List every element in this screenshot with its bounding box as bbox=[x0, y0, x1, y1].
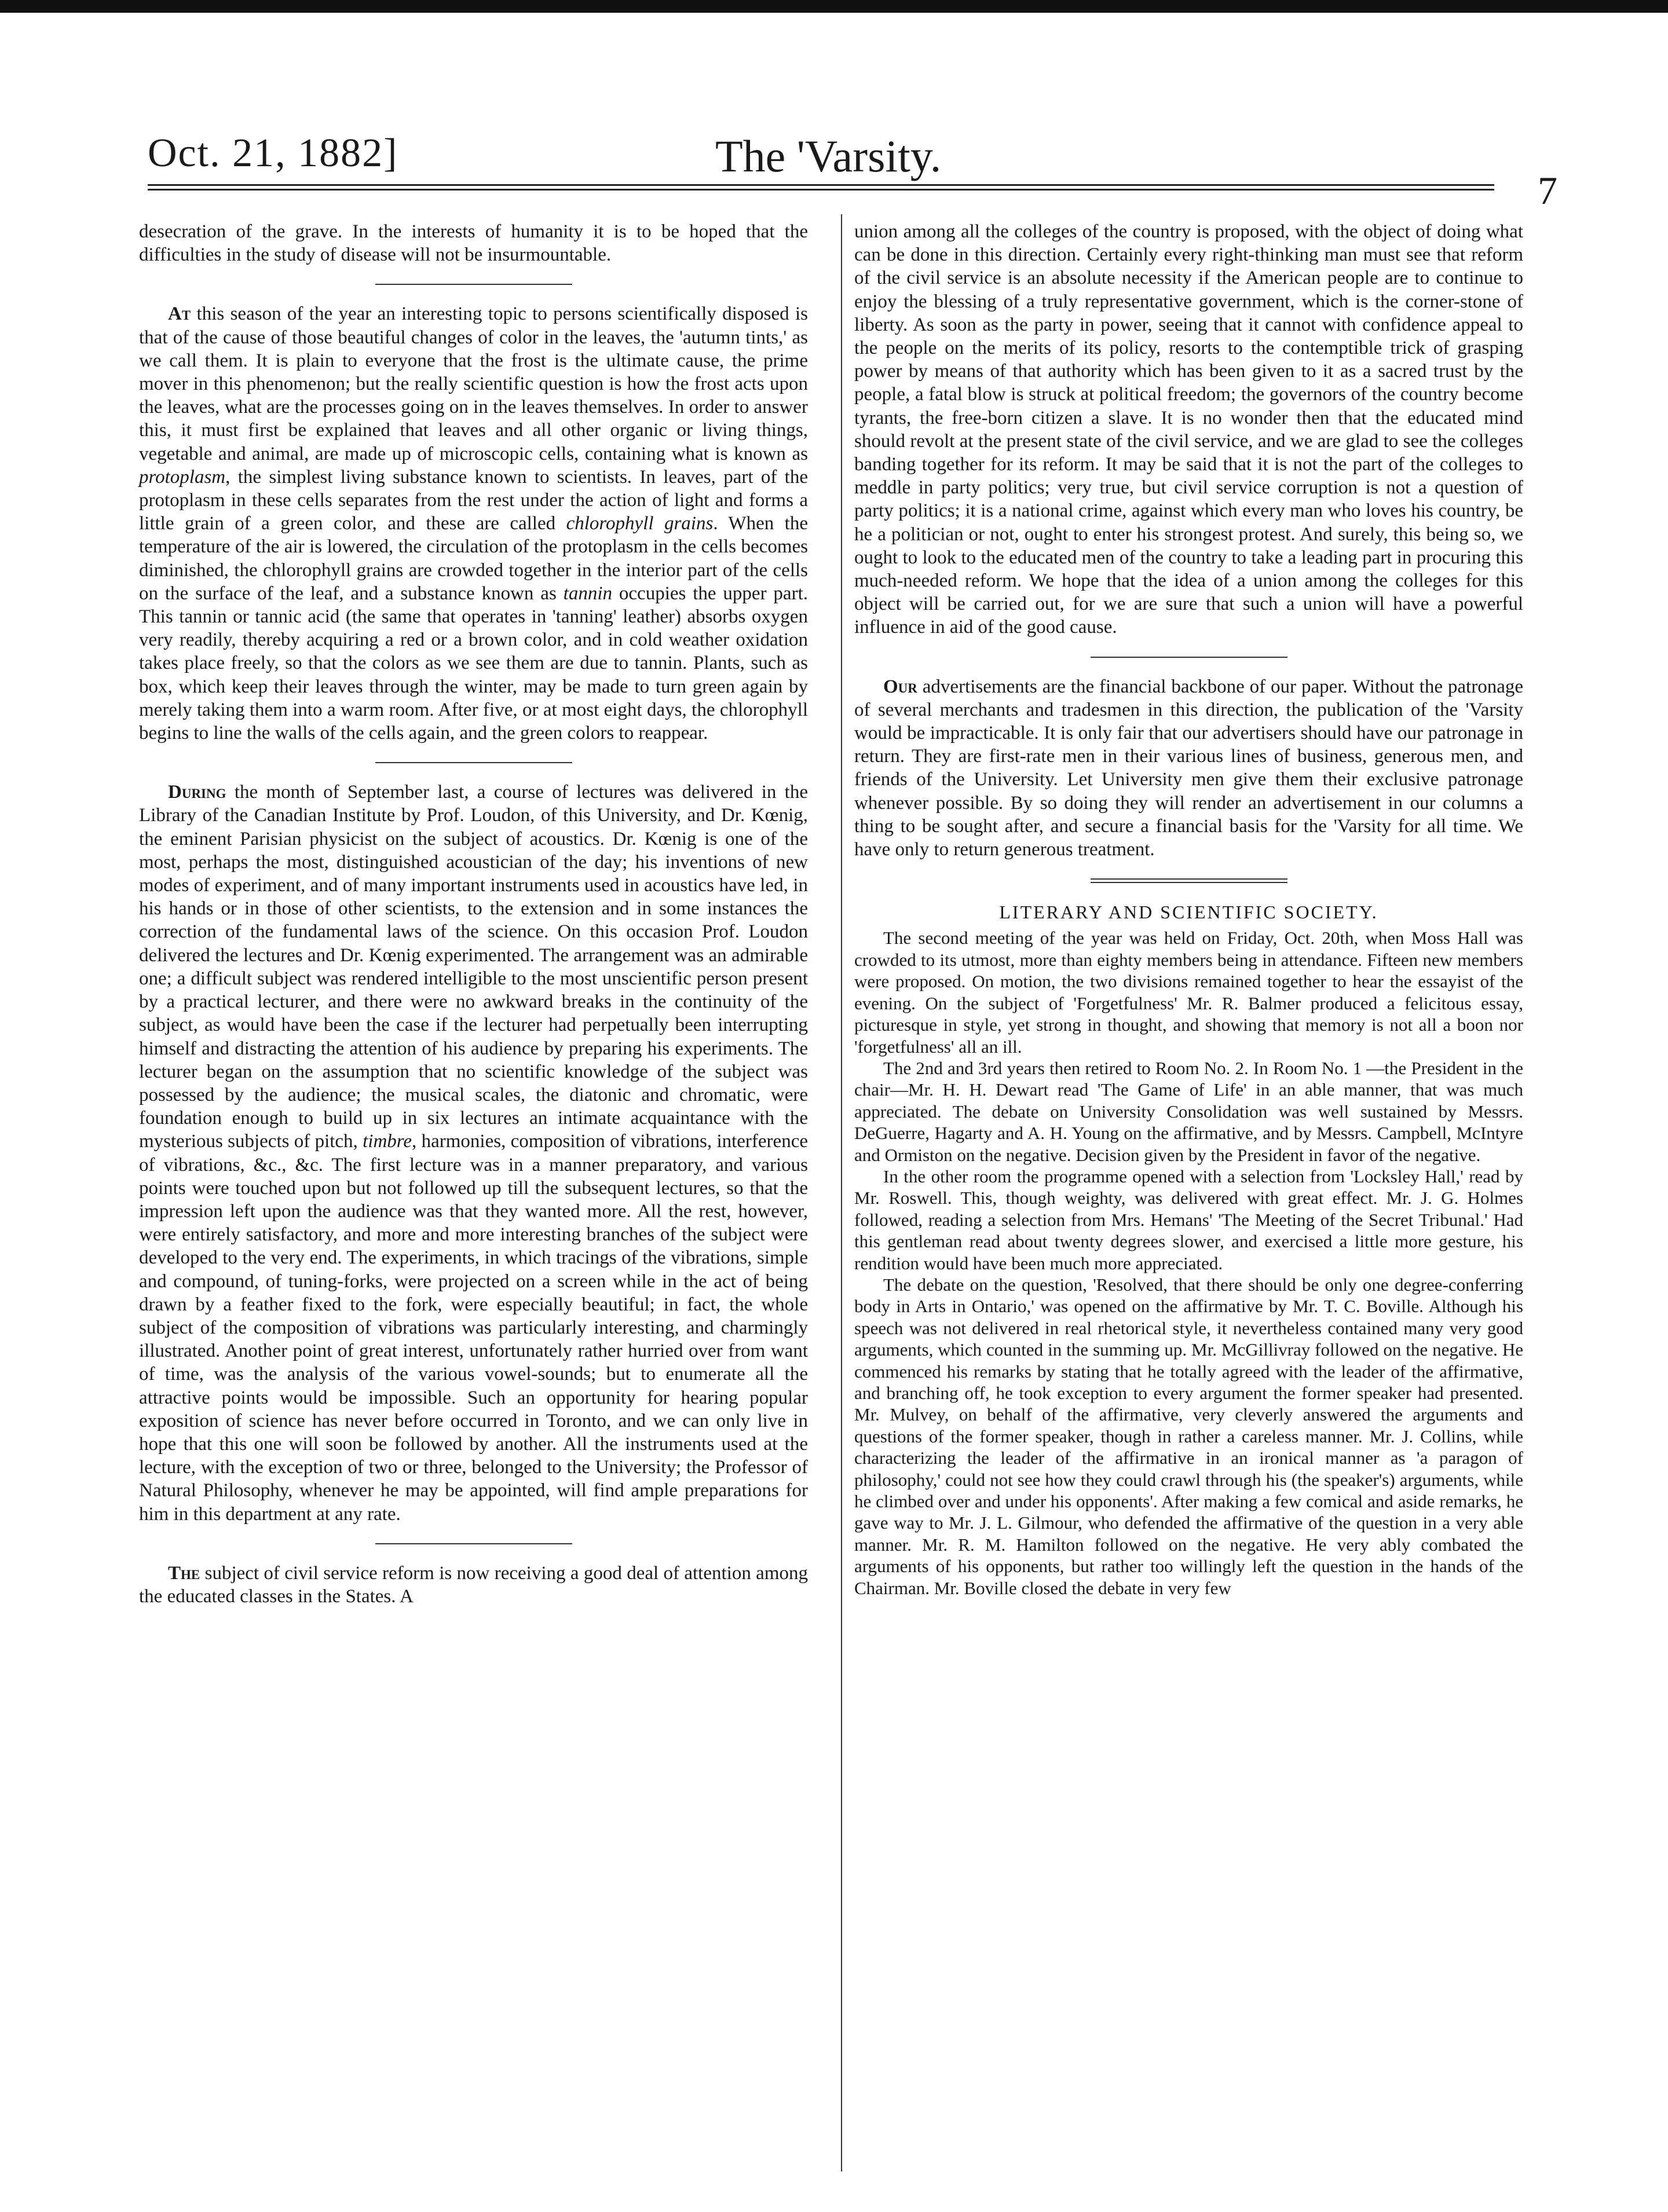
right-column bbox=[854, 220, 1523, 2189]
society-report-paragraph: The 2nd and 3rd years then retired to Room No. 2. In Room No. 1 —the President in the chair—Mr. H. H. Dewart read 'The Game of Life' in an able manner, that was much appreciated. The debate on University Consolidation was well sustained by Messrs. DeGuerre, Hagarty and A. H. Young on the affirmative, and by Messrs. Campbell, McIntyre and Ormiston on the negative. Decision given by the President in favor of the negative. bbox=[854, 1057, 1523, 1165]
page-header bbox=[148, 113, 1630, 213]
page-number: 7 bbox=[1538, 169, 1557, 213]
civil-service-paragraph: The subject of civil service reform is now receiving a good deal of attention among the educated classes in the States. A bbox=[139, 1562, 808, 1607]
double-separator-rule bbox=[1091, 878, 1287, 883]
lead-word: During bbox=[168, 782, 226, 803]
separator-rule bbox=[375, 762, 572, 763]
society-report-paragraph: In the other room the programme opened with a selection from 'Locksley Hall,' read by Mr. Roswell. This, though weighty, was delivered with great effect. Mr. J. G. Holmes followed, reading a selection from Mrs. Hemans' 'The Meeting of the Secret Tribunal.' Had this gentleman read about twenty degrees slower, and exercised a little more gesture, his rendition would have been much more appreciated. bbox=[854, 1166, 1523, 1273]
separator-rule bbox=[375, 284, 572, 285]
acoustics-lectures-paragraph: During the month of September last, a course of lectures was delivered in the Library of the Canadian Institute by Prof. Loudon, of this University, and Dr. Kœnig, the eminent Parisian physicist on the subject of acoustics. Dr. Kœnig is one of the most, perhaps the most, distinguished acoustician of the day; his inventions of new modes of experiment, and of many important instruments used in acoustics have led, in his hands or in those of other scientists, to the extension and in some instances the correction of the fundamental laws of the science. On this occasion Prof. Loudon delivered the lectures and Dr. Kœnig experimented. The arrangement was an admirable one; a difficult subject was rendered intelligible to the most unscientific person present by a practical lecturer, and there were no awkward breaks in the continuity of the subject, as would have been the case if the lecturer had perpetually been interrupting himself and distracting the attention of his audience by preparing his experiments. The lecturer began on the assumption that no scientific knowledge of the subject was possessed by the audience; the musical scales, the diatonic and chromatic, were foundation enough to build up in six lectures an intimate acquaintance with the mysterious subjects of pitch, timbre, harmonies, composition of vibrations, interference of vibrations, &c., &c. The first lecture was in a manner preparatory, and various points were touched upon but not followed up till the subsequent lectures, so that the impression left upon the audience was that they wanted more. All the rest, however, were entirely satisfactory, and more and more interesting branches of the subject were developed to the very end. The experiments, in which tracings of the vibrations, simple and compound, of tuning-forks, were projected on a screen while in the act of being drawn by a feather fixed to the fork, were especially beautiful; in fact, the whole subject of the composition of vibrations was particularly interesting, and charmingly illustrated. Another point of great interest, unfortunately rather hurried over from want of time, was the analysis of the various vowel-sounds; but to enumerate all the attractive points would be impossible. Such an opportunity for hearing popular exposition of science has never before occurred in Toronto, and we can only live in hope that this one will soon be followed by another. All the instruments used at the lecture, with the exception of two or three, belonged to the University; the Professor of Natural Philosophy, whenever he may be appointed, will find ample preparations for him in this department at any rate. bbox=[139, 782, 808, 1525]
society-report-paragraph: The second meeting of the year was held on Friday, Oct. 20th, when Moss Hall was crowded to its utmost, more than eighty members being in attendance. Fifteen new members were proposed. On motion, the two divisions remained together to hear the essayist of the evening. On the subject of 'Forgetfulness' Mr. R. Balmer produced a felicitous essay, picturesque in style, yet strong in thought, and showing that memory is not all a boon nor 'forgetfulness' all an ill. bbox=[854, 928, 1523, 1057]
separator-rule bbox=[375, 1543, 572, 1544]
lead-word: The bbox=[168, 1562, 200, 1584]
grave-paragraph: desecration of the grave. In the interests of humanity it is to be hoped that the difficulties in the study of disease will not be insurmountable. bbox=[139, 221, 808, 266]
header-rules bbox=[148, 184, 1494, 193]
left-column bbox=[139, 220, 808, 2189]
society-report-paragraph: The debate on the question, 'Resolved, that there should be only one degree-conferring body in Arts in Ontario,' was opened on the affirmative by Mr. T. C. Boville. Although his speech was not delivered in real rhetorical style, it nevertheless contained many very good arguments, which counted in the summing up. Mr. McGillivray followed on the negative. He commenced his remarks by stating that he totally agreed with the leader of the affirmative, and branching off, he took exception to every argument the former speaker had presented. Mr. Mulvey, on behalf of the affirmative, very cleverly answered the arguments and questions of the former speaker, though in rather a careless manner. Mr. J. Collins, while characterizing the leader of the affirmative in an ironical manner as 'a paragon of philosophy,' could not see how they could crawl through his (the speaker's) arguments, while he climbed over and under his opponents'. After making a few comical and aside remarks, he gave way to Mr. J. L. Gilmour, who defended the affirmative of the question in a very able manner. Mr. R. M. Hamilton followed on the negative. He very ably combated the arguments of his opponents, but rather too willingly left the question in the hands of the Chairman. Mr. Boville closed the debate in very few bbox=[854, 1274, 1523, 1598]
issue-date: Oct. 21, 1882] bbox=[148, 131, 398, 175]
section-heading: LITERARY AND SCIENTIFIC SOCIETY. bbox=[999, 902, 1378, 923]
masthead-title: The 'Varsity. bbox=[715, 131, 942, 181]
lead-word: Our bbox=[883, 676, 917, 697]
autumn-tints-paragraph: At this season of the year an interesting topic to persons scientifically disposed is that of the cause of those beautiful changes of color in the leaves, the 'autumn tints,' as we call them. It is plain to everyone that the frost is the ultimate cause, the prime mover in this phenomenon; but the really scientific question is how the frost acts upon the leaves, what are the processes going on in the leaves themselves. In order to answer this, it must first be explained that leaves and all other organic or living things, vegetable and animal, are made up of microscopic cells, containing what is known as protoplasm, the simplest living substance known to scientists. In leaves, part of the protoplasm in these cells separates from the rest under the action of light and forms a little grain of a green color, and these are called chlorophyll grains. When the temperature of the air is lowered, the circulation of the protoplasm in the cells becomes diminished, the chlorophyll grains are crowded together in the interior part of the cells on the surface of the leaf, and a substance known as tannin occupies the upper part. This tannin or tannic acid (the same that operates in 'tanning' leather) absorbs oxygen very readily, thereby acquiring a red or a brown color, and in cold weather oxidation takes place freely, so that the colors as we see them are due to tannin. Plants, such as box, which keep their leaves through the winter, may be made to turn green again by merely taking them into a warm room. After five, or at most eight days, the chlorophyll begins to line the walls of the cells again, and the green colors to reappear. bbox=[139, 303, 808, 744]
lead-word: At bbox=[168, 303, 191, 325]
advertisements-paragraph: Our advertisements are the financial backbone of our paper. Without the patronage of several merchants and tradesmen in this direction, the publication of the 'Varsity would be impracticable. It is only fair that our advertisers should have our patronage in return. They are first-rate men in their various lines of business, generous men, and friends of the University. Let University men give them their exclusive patronage whenever possible. By so doing they will render an advertisement in our columns a thing to be sought after, and secure a financial basis for the 'Varsity for all time. We have only to return generous treatment. bbox=[854, 676, 1523, 860]
page-top-edge bbox=[0, 0, 1668, 13]
civil-service-continued: union among all the colleges of the country is proposed, with the object of doing what can be done in this direction. Certainly every right-thinking man must see that reform of the civil service is an absolute necessity if the American people are to continue to enjoy the blessing of a truly representative government, which is the corner-stone of liberty. As soon as the party in power, seeing that it cannot with confidence appeal to the people on the merits of its policy, resorts to the contemptible trick of grasping power by means of that authority which has been given to it as a sacred trust by the people, a fatal blow is struck at political freedom; the governors of the country become tyrants, the free-born citizen a slave. It is no wonder then that the educated mind should revolt at the present state of the civil service, and we are glad to see the colleges banding together for its reform. It may be said that it is not the part of the colleges to meddle in party politics; very true, but civil service corruption is not a question of party politics; it is a national crime, against which every man who loves his country, be he a politician or not, ought to enter his strongest protest. And surely, this being so, we ought to look to the educated men of the country to take a leading part in procuring this much-needed reform. We hope that the idea of a union among the colleges for this object will be carried out, for we are sure that such a union will have a powerful influence in aid of the good cause. bbox=[854, 221, 1523, 638]
separator-rule bbox=[1091, 657, 1287, 658]
column-divider bbox=[841, 214, 842, 2171]
